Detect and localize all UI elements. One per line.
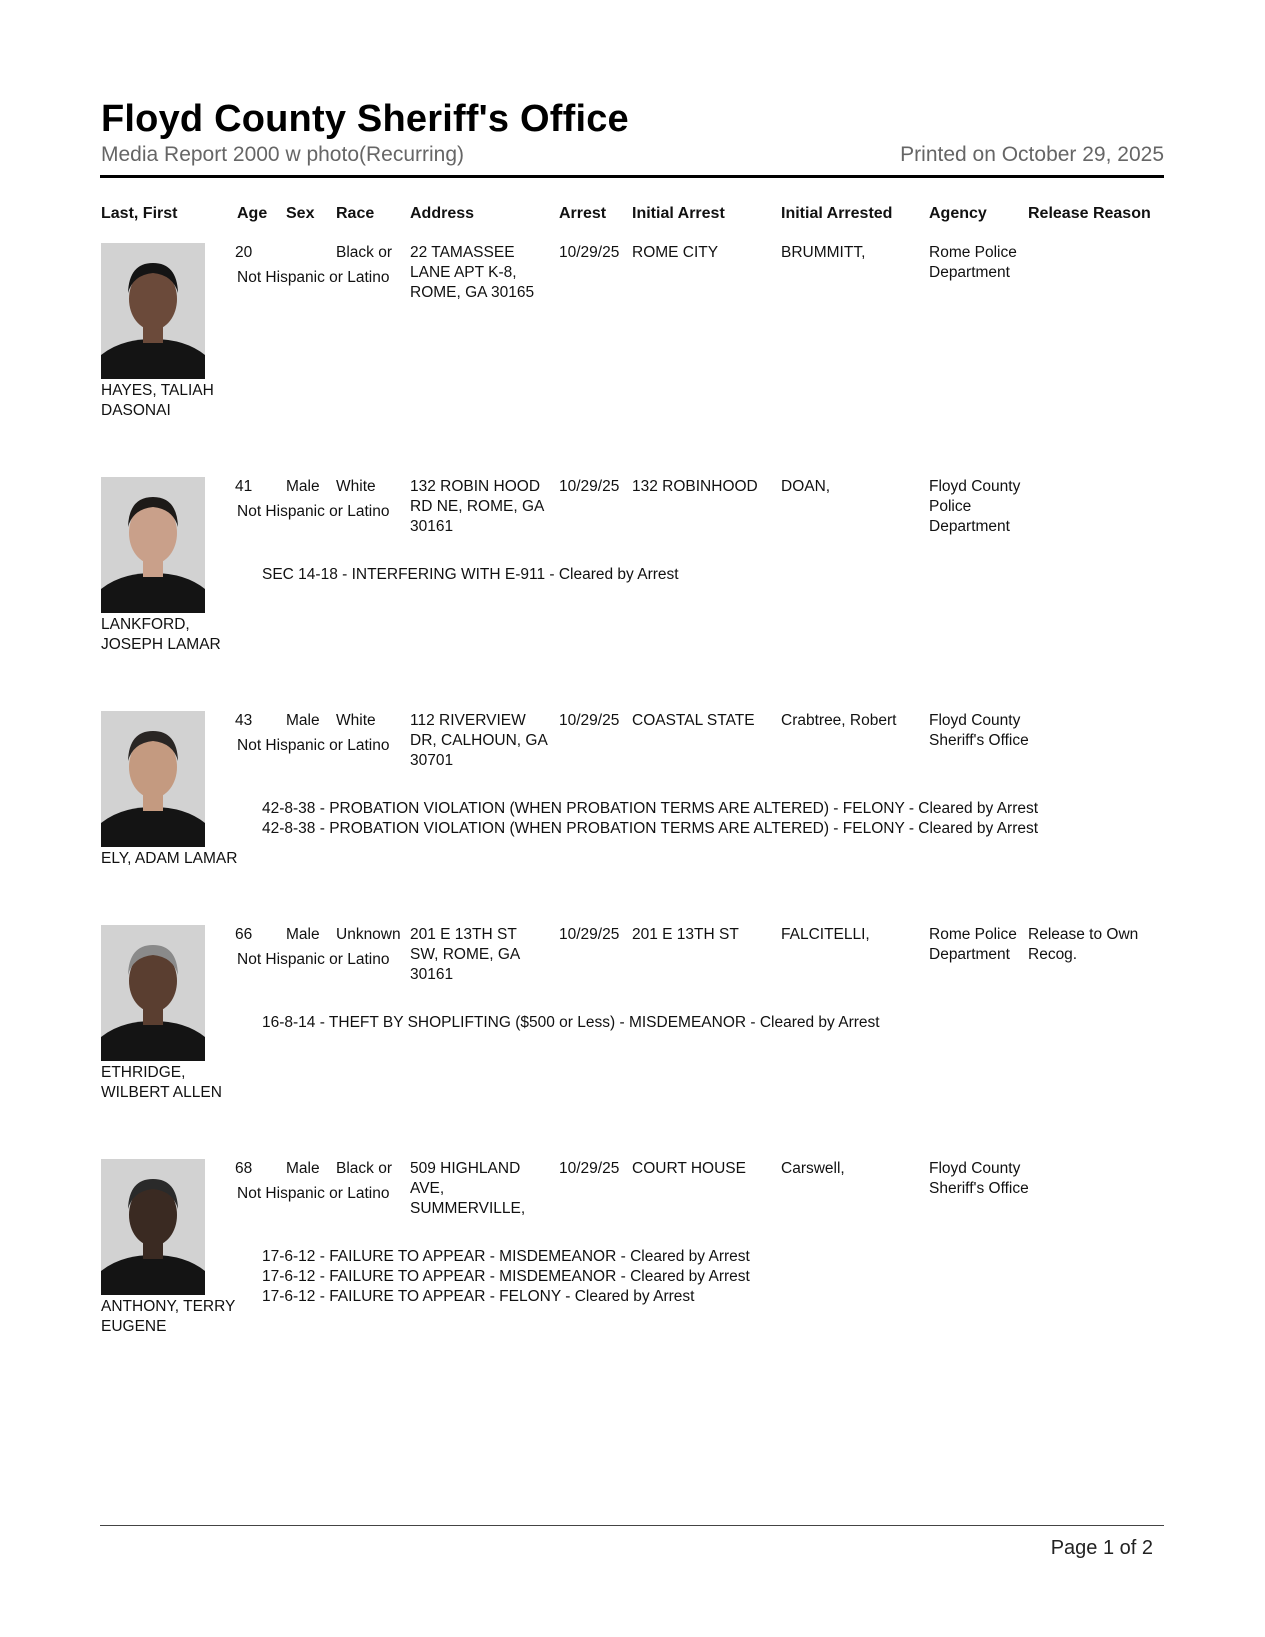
charge-line: SEC 14-18 - INTERFERING WITH E-911 - Cleared by Arrest	[262, 566, 679, 583]
agency-line: Police	[929, 498, 972, 515]
address-line: 30161	[410, 518, 454, 535]
age-value: 41	[235, 478, 253, 495]
ethnicity-value: Not Hispanic or Latino	[237, 737, 390, 754]
report-title: Floyd County Sheriff's Office	[101, 98, 629, 140]
mugshot-photo	[101, 243, 205, 379]
col-header-race: Race	[336, 205, 375, 222]
race-value: Black or	[336, 244, 392, 261]
arresting-officer: Carswell,	[781, 1160, 845, 1177]
address-line: SW, ROME, GA	[410, 946, 521, 963]
agency-line: Department	[929, 264, 1010, 281]
address-line: 22 TAMASSEE	[410, 244, 515, 261]
agency-line: Floyd County	[929, 478, 1021, 495]
arresting-officer: FALCITELLI,	[781, 926, 870, 943]
release-reason-line: Recog.	[1028, 946, 1078, 963]
release-reason-line: Release to Own	[1028, 926, 1139, 943]
ethnicity-value: Not Hispanic or Latino	[237, 1185, 390, 1202]
age-value: 66	[235, 926, 253, 943]
address-line: RD NE, ROME, GA	[410, 498, 545, 515]
arresting-officer: DOAN,	[781, 478, 831, 495]
arrest-date: 10/29/25	[559, 478, 620, 495]
inmate-name: ANTHONY, TERRY	[101, 1298, 236, 1315]
charge-line: 17-6-12 - FAILURE TO APPEAR - FELONY - Cleared by Arrest	[262, 1288, 695, 1305]
address-line: 132 ROBIN HOOD	[410, 478, 541, 495]
inmate-name: DASONAI	[101, 402, 171, 419]
col-header-initial-arrested: Initial Arrested	[781, 205, 893, 222]
arresting-officer: BRUMMITT,	[781, 244, 866, 261]
col-header-agency: Agency	[929, 205, 987, 222]
ethnicity-value: Not Hispanic or Latino	[237, 503, 390, 520]
inmate-name: LANKFORD,	[101, 616, 190, 633]
inmate-name: EUGENE	[101, 1318, 167, 1335]
race-value: White	[336, 712, 376, 729]
arrest-date: 10/29/25	[559, 244, 620, 261]
address-line: AVE,	[410, 1180, 445, 1197]
address-line: 30701	[410, 752, 454, 769]
inmate-name: WILBERT ALLEN	[101, 1084, 222, 1101]
agency-line: Floyd County	[929, 712, 1021, 729]
footer-rule	[100, 1525, 1164, 1526]
sex-value: Male	[286, 1160, 320, 1177]
col-header-arrest: Arrest	[559, 205, 607, 222]
inmate-name: ELY, ADAM LAMAR	[101, 850, 238, 867]
charge-line: 42-8-38 - PROBATION VIOLATION (WHEN PROBATION TERMS ARE ALTERED) - FELONY - Cleared by Arrest	[262, 820, 1039, 837]
col-header-age: Age	[237, 205, 268, 222]
col-header-sex: Sex	[286, 205, 315, 222]
charge-line: 42-8-38 - PROBATION VIOLATION (WHEN PROBATION TERMS ARE ALTERED) - FELONY - Cleared by Arrest	[262, 800, 1039, 817]
inmate-name: HAYES, TALIAH	[101, 382, 214, 399]
report-subtitle: Media Report 2000 w photo(Recurring)	[101, 143, 465, 166]
mugshot-photo	[101, 925, 205, 1061]
initial-arrest-location: COURT HOUSE	[632, 1160, 746, 1177]
agency-line: Sheriff's Office	[929, 1180, 1029, 1197]
address-line: 509 HIGHLAND	[410, 1160, 521, 1177]
arrest-date: 10/29/25	[559, 926, 620, 943]
arrest-date: 10/29/25	[559, 1160, 620, 1177]
agency-line: Department	[929, 946, 1010, 963]
charge-line: 17-6-12 - FAILURE TO APPEAR - MISDEMEANOR - Cleared by Arrest	[262, 1268, 750, 1285]
address-line: ROME, GA 30165	[410, 284, 535, 301]
mugshot-photo	[101, 711, 205, 847]
charge-line: 16-8-14 - THEFT BY SHOPLIFTING ($500 or Less) - MISDEMEANOR - Cleared by Arrest	[262, 1014, 880, 1031]
arrest-date: 10/29/25	[559, 712, 620, 729]
address-line: 112 RIVERVIEW	[410, 712, 526, 729]
race-value: Unknown	[336, 926, 401, 943]
initial-arrest-location: 201 E 13TH ST	[632, 926, 739, 943]
address-line: 30161	[410, 966, 454, 983]
inmate-name: JOSEPH LAMAR	[101, 636, 221, 653]
initial-arrest-location: 132 ROBINHOOD	[632, 478, 758, 495]
ethnicity-value: Not Hispanic or Latino	[237, 951, 390, 968]
col-header-release-reason: Release Reason	[1028, 205, 1151, 222]
agency-line: Department	[929, 518, 1010, 535]
address-line: 201 E 13TH ST	[410, 926, 517, 943]
charge-line: 17-6-12 - FAILURE TO APPEAR - MISDEMEANOR - Cleared by Arrest	[262, 1248, 750, 1265]
initial-arrest-location: ROME CITY	[632, 244, 719, 261]
race-value: White	[336, 478, 376, 495]
arresting-officer: Crabtree, Robert	[781, 712, 897, 729]
printed-date: Printed on October 29, 2025	[900, 143, 1164, 166]
address-line: SUMMERVILLE,	[410, 1200, 526, 1217]
sex-value: Male	[286, 926, 320, 943]
age-value: 68	[235, 1160, 253, 1177]
mugshot-photo	[101, 1159, 205, 1295]
age-value: 43	[235, 712, 253, 729]
agency-line: Floyd County	[929, 1160, 1021, 1177]
sex-value: Male	[286, 478, 320, 495]
sex-value: Male	[286, 712, 320, 729]
race-value: Black or	[336, 1160, 392, 1177]
col-header-address: Address	[410, 205, 475, 222]
page-number: Page 1 of 2	[1050, 1537, 1153, 1559]
col-header-name: Last, First	[101, 205, 178, 222]
header-rule	[100, 175, 1164, 178]
address-line: LANE APT K-8,	[410, 264, 517, 281]
initial-arrest-location: COASTAL STATE	[632, 712, 755, 729]
col-header-initial-arrest: Initial Arrest	[632, 205, 725, 222]
agency-line: Sheriff's Office	[929, 732, 1029, 749]
agency-line: Rome Police	[929, 926, 1017, 943]
age-value: 20	[235, 244, 253, 261]
address-line: DR, CALHOUN, GA	[410, 732, 548, 749]
ethnicity-value: Not Hispanic or Latino	[237, 269, 390, 286]
agency-line: Rome Police	[929, 244, 1017, 261]
inmate-name: ETHRIDGE,	[101, 1064, 186, 1081]
mugshot-photo	[101, 477, 205, 613]
